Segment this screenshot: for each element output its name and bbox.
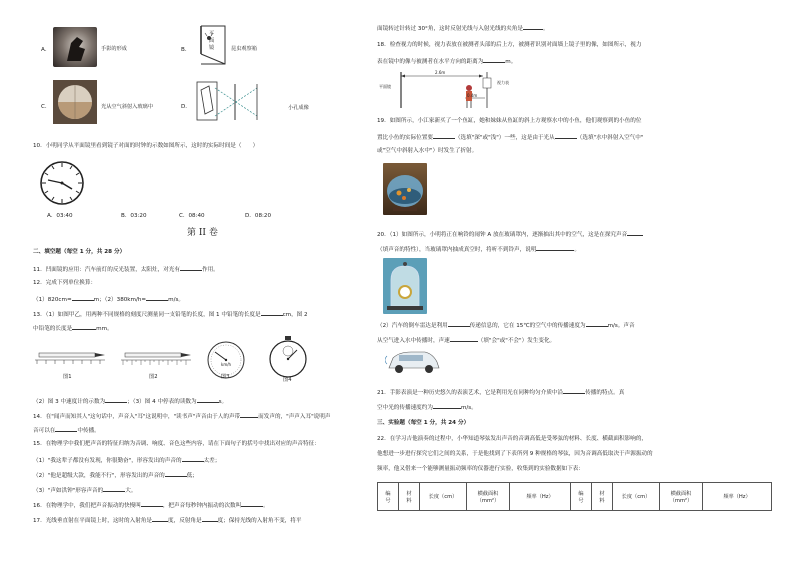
q15-item3-text: （3）"声如洪钟"形容声音的 (33, 488, 104, 494)
q9-option-a-label: A． (41, 47, 51, 53)
q20-sub2-line2 (377, 336, 555, 345)
q16-part1: 16．在物理学中，我们把声音振动的快慢叫 (33, 503, 141, 509)
q9-option-c-caption: 光从空气斜射入玻璃中 (101, 104, 153, 110)
q13-blank4 (197, 397, 219, 403)
q21-l1-part2: 传播的特点。真 (585, 390, 625, 396)
q13-sub2 (33, 397, 227, 406)
q20-line2 (377, 245, 580, 254)
q14-l1-part1: 14．在"闻声而知其人"这句话中，声音入"耳"这说明中，"读书声"声音由于人的声带 (33, 414, 241, 420)
q20-s2-part1: （2）汽车的倒车雷达是利用 (377, 323, 448, 329)
fish-bowl-figure (383, 163, 427, 215)
q10-option-b: B．03:20 (121, 213, 147, 219)
q16-part2: ，把声音每秒钟内振动的次数叫 (162, 503, 242, 509)
q17-part2: 度，反射角是 (168, 518, 202, 524)
q15-stem: 15．在物理学中我们把声音的特征归纳为音调、响度、音色这些内容，请在下面句子的括号中找出对应的声音特征： (33, 441, 320, 447)
q9-option-d-label: D． (181, 104, 191, 110)
q10-option-c: C．08:40 (179, 213, 205, 219)
q21-blank2 (433, 403, 461, 409)
q20-s2-part3: m/s。声音 (607, 323, 635, 329)
q17-blank1 (152, 516, 168, 522)
q18-l2-part2: m。 (505, 59, 517, 65)
q14-l2-part2: 中传播。 (77, 428, 100, 434)
q20-blank2 (536, 245, 574, 251)
section-title: 第 II 卷 (187, 228, 218, 238)
q13-l2-part1: 中铅笔的长度是 (33, 326, 73, 332)
q15-blank1 (182, 456, 204, 462)
q15-item3-end: 大。 (125, 488, 137, 494)
q18-l2-part1: 表在镜中的像与被测者在水平方向的距离为 (377, 59, 484, 65)
stopwatch-figure (261, 336, 317, 380)
q14-l2-part1: 音可以在 (33, 428, 56, 434)
string-data-table (377, 482, 772, 511)
q14-blank2 (55, 426, 77, 432)
header-cell-freq-2: 频率（Hz） (703, 483, 772, 511)
header-cell-id-2: 编 号 (571, 483, 592, 511)
q16-blank2 (241, 501, 263, 507)
fig1-label: 图1 (63, 374, 72, 380)
q20-blank5 (450, 336, 478, 342)
eye-chart-fig-label: 视力表 (497, 80, 509, 85)
q22-line1: 22．在学习吉他演奏的过程中，小华知道琴弦发出声音的音调高低是受琴弦的材料、长度、横截面积影响的， (377, 436, 648, 442)
q10-stem: 10．小明同学从平面镜里看到镜子对面的时钟的示数如图所示，这时的实际时间是（ ） (33, 143, 259, 149)
q20-sub2-line1 (377, 321, 635, 330)
q15-item1 (33, 456, 220, 465)
q15-blank2 (165, 471, 187, 477)
speed-unit-label: km/h (221, 362, 232, 367)
q20-blank1 (627, 230, 643, 236)
q13-blank2 (72, 324, 96, 330)
ruler-figure-1 (33, 350, 109, 372)
mirror-label-3: 镜 (209, 45, 215, 51)
mirror-clock-icon (39, 160, 85, 206)
q21-l2-part2: m/s。 (460, 405, 477, 411)
q17-text (33, 516, 302, 525)
header-cell-length-2: 长度（cm） (613, 483, 660, 511)
mirror-label-1: 平 (209, 31, 215, 37)
q11-text (33, 265, 219, 274)
q9-option-c-label: C． (41, 104, 51, 110)
q13-sub2-part2: ；（3）图 4 中停表的读数为 (127, 399, 197, 405)
q20-l2-part2: 。 (574, 247, 581, 253)
q13-blank3 (105, 397, 127, 403)
q14-blank1 (240, 412, 258, 418)
q22-line2: 他想进一步进行探究它们之间的关系，于是他找到了下表所列 9 种规格的琴弦，因为音调高低取决于声源振动的 (377, 451, 653, 457)
q9-option-b-label: B． (181, 47, 191, 53)
q16-blank1 (141, 501, 163, 507)
q16-text (33, 501, 269, 510)
q20-s2l2-part2: （填"会"或"不会"）发生变化。 (477, 338, 556, 344)
q21-l2-part1: 空中光的传播速度约为 (377, 405, 433, 411)
header-cell-material-2: 材 料 (592, 483, 613, 511)
header-cell-length-1: 长度（cm） (420, 483, 467, 511)
ruler-figure-2 (119, 350, 195, 372)
fig2-label: 图2 (149, 374, 158, 380)
q19-line1: 19．如图所示，小江家新买了一个鱼缸，她和妹妹从鱼缸的斜上方观察水中的小鱼，他们观察到的小鱼的位 (377, 118, 642, 124)
q21-line2 (377, 403, 477, 412)
q12-part1: （1）820cm= (33, 297, 72, 303)
fig4-label: 图4 (283, 377, 292, 383)
q17-part1: 17．光线垂直射在平面镜上时，这时的入射角是 (33, 518, 152, 524)
q20-blank4 (586, 321, 608, 327)
q19-line2 (377, 133, 643, 142)
hand-shadow-photo (53, 27, 97, 67)
experiment-title: 三、实验题（每空 1 分，共 24 分） (377, 420, 470, 426)
q13-blank1 (261, 310, 283, 316)
q19-l2-part2: （选填"深"或"浅"）一些，这是由于光从 (454, 135, 555, 141)
glass-refraction-photo (53, 80, 97, 124)
q20-blank3 (448, 321, 470, 327)
header-cell-area-2: 横截面积 （mm²） (660, 483, 703, 511)
mirror-label-2: 面 (209, 38, 215, 44)
q17-continued (377, 24, 549, 33)
pinhole-figure (195, 80, 285, 124)
pinhole-diagram (195, 80, 285, 124)
distance-04-label: 0.4m (467, 93, 478, 98)
q16-part3: 。 (263, 503, 269, 509)
fish-bowl-photo (383, 163, 427, 215)
header-cell-id-1: 编 号 (378, 483, 399, 511)
q18-line1: 18．检查视力的时候，视力表放在被测者头部的后上方，被测者识别对面墙上镜子里的像，如图所示，视力 (377, 42, 642, 48)
q15-blank3 (103, 486, 125, 492)
table-header-row (378, 483, 772, 511)
q9-option-d-caption: 小孔成像 (288, 105, 309, 111)
vision-test-figure (397, 68, 517, 110)
q19-line3: 或"空气中斜射入水中"）时发生了折射。 (377, 148, 478, 154)
q20-s2-part2: 传递信息的，它在 15℃的空气中的传播速度为 (469, 323, 586, 329)
q12-line (33, 295, 184, 304)
q21-blank1 (563, 388, 585, 394)
q14-line2 (33, 426, 100, 435)
bell-jar-photo (383, 258, 427, 314)
q18-blank (483, 57, 505, 63)
q13-l1-part2: cm，图 2 (282, 312, 308, 318)
q17-blank2 (202, 516, 218, 522)
q14-l1-part2: 而发声的，"声声入耳"说明声 (258, 414, 331, 420)
q19-blank1 (433, 133, 455, 139)
q15-item2-text: （2）"他是超级大款，我能不行"，形容发出的声音的 (33, 473, 165, 479)
q22-line3: 频率，他又借来一个能够测量振动频率的仪器进行实验，收集到的实验数据如下表： (377, 466, 584, 472)
q20-l1-part1: 20．（1）如图所示，小明将正在响铃的闹钟 A 放在玻璃罩内，逐渐抽出其中的空气，这是在探究声音 (377, 232, 628, 238)
fig3-label: 图3 (221, 374, 230, 380)
q15-item2-end: 低； (186, 473, 198, 479)
q11-part2: 作用。 (201, 267, 219, 273)
q12-stem: 12．完成下列单位换算： (33, 280, 97, 286)
q13-l2-part2: mm。 (96, 326, 113, 332)
q11-part1: 11．凹面镜的应用：汽车前灯的反光装置，太阳灶，对光有 (33, 267, 180, 273)
q10-option-d: D．08:20 (245, 213, 272, 219)
q12-part2: m；（2）380km/h= (93, 297, 147, 303)
q13-line2 (33, 324, 113, 333)
q21-line1 (377, 388, 624, 397)
q12-part3: m/s。 (168, 297, 184, 303)
car-radar-figure (385, 346, 443, 376)
q11-blank (180, 265, 202, 271)
q13-sub2-part3: s。 (218, 399, 228, 405)
q10-option-a: A．03:40 (47, 213, 73, 219)
q19-l2-part3: （选填"水中斜射入空气中" (576, 135, 644, 141)
bell-jar-figure (383, 258, 427, 314)
q15-item1-end: 太差； (203, 458, 221, 464)
q17-cont-part1: 面镜转过针转过 30°角，这时反射光线与入射光线的夹角是 (377, 26, 523, 32)
header-cell-area-1: 横截面积 （mm²） (467, 483, 510, 511)
hand-shadow-figure (53, 27, 97, 67)
mirror-fig-label: 平面镜 (379, 84, 391, 89)
q20-s2l2-part1: 从空气进入水中传播时，声速 (377, 338, 450, 344)
left-column (33, 0, 366, 562)
q15-item1-text: （1）"我这辈子都没有发现，你很勤奋"，形容发出的声音的 (33, 458, 182, 464)
q14-line1 (33, 412, 330, 421)
q20-l2-part1: （填声音的特性），当玻璃罩内抽成真空时，将听不到铃声，说明 (377, 247, 537, 253)
q13-sub2-part1: （2）图 3 中速度计的示数为 (33, 399, 106, 405)
q17-cont-part2: 。 (542, 26, 549, 32)
q20-line1 (377, 230, 643, 239)
q15-item2 (33, 471, 198, 480)
q9-option-a-caption: 手影的形成 (101, 46, 127, 52)
fill-in-title: 二、填空题（每空 1 分，共 28 分） (33, 249, 126, 255)
distance-26-label: 2.6m (435, 70, 446, 75)
q18-line2 (377, 57, 516, 66)
header-cell-material-1: 材 料 (399, 483, 420, 511)
q17-part3: 度；保持光线的入射角不变，将平 (217, 518, 302, 524)
glass-semicircle-figure (53, 80, 97, 124)
q13-line1 (33, 310, 308, 319)
right-column (377, 0, 772, 562)
q12-blank1 (72, 295, 94, 301)
q9-option-b-caption: 昆虫观察箱 (231, 46, 257, 52)
header-cell-freq-1: 频率（Hz） (510, 483, 571, 511)
q13-l1-part1: 13．（1）如图甲乙，用两种不同规格的刻度尺测量同一支铅笔的长度，图 1 中铅笔的长度是 (33, 312, 261, 318)
q19-blank2 (555, 133, 577, 139)
q17-blank3 (523, 24, 543, 30)
q15-item3 (33, 486, 136, 495)
q19-l2-part1: 置比小鱼的实际位置要 (377, 135, 433, 141)
q21-l1-part1: 21．手影表演是一种历史悠久的表演艺术，它是利用光在同种均匀介质中沿 (377, 390, 564, 396)
q12-blank2 (146, 295, 168, 301)
